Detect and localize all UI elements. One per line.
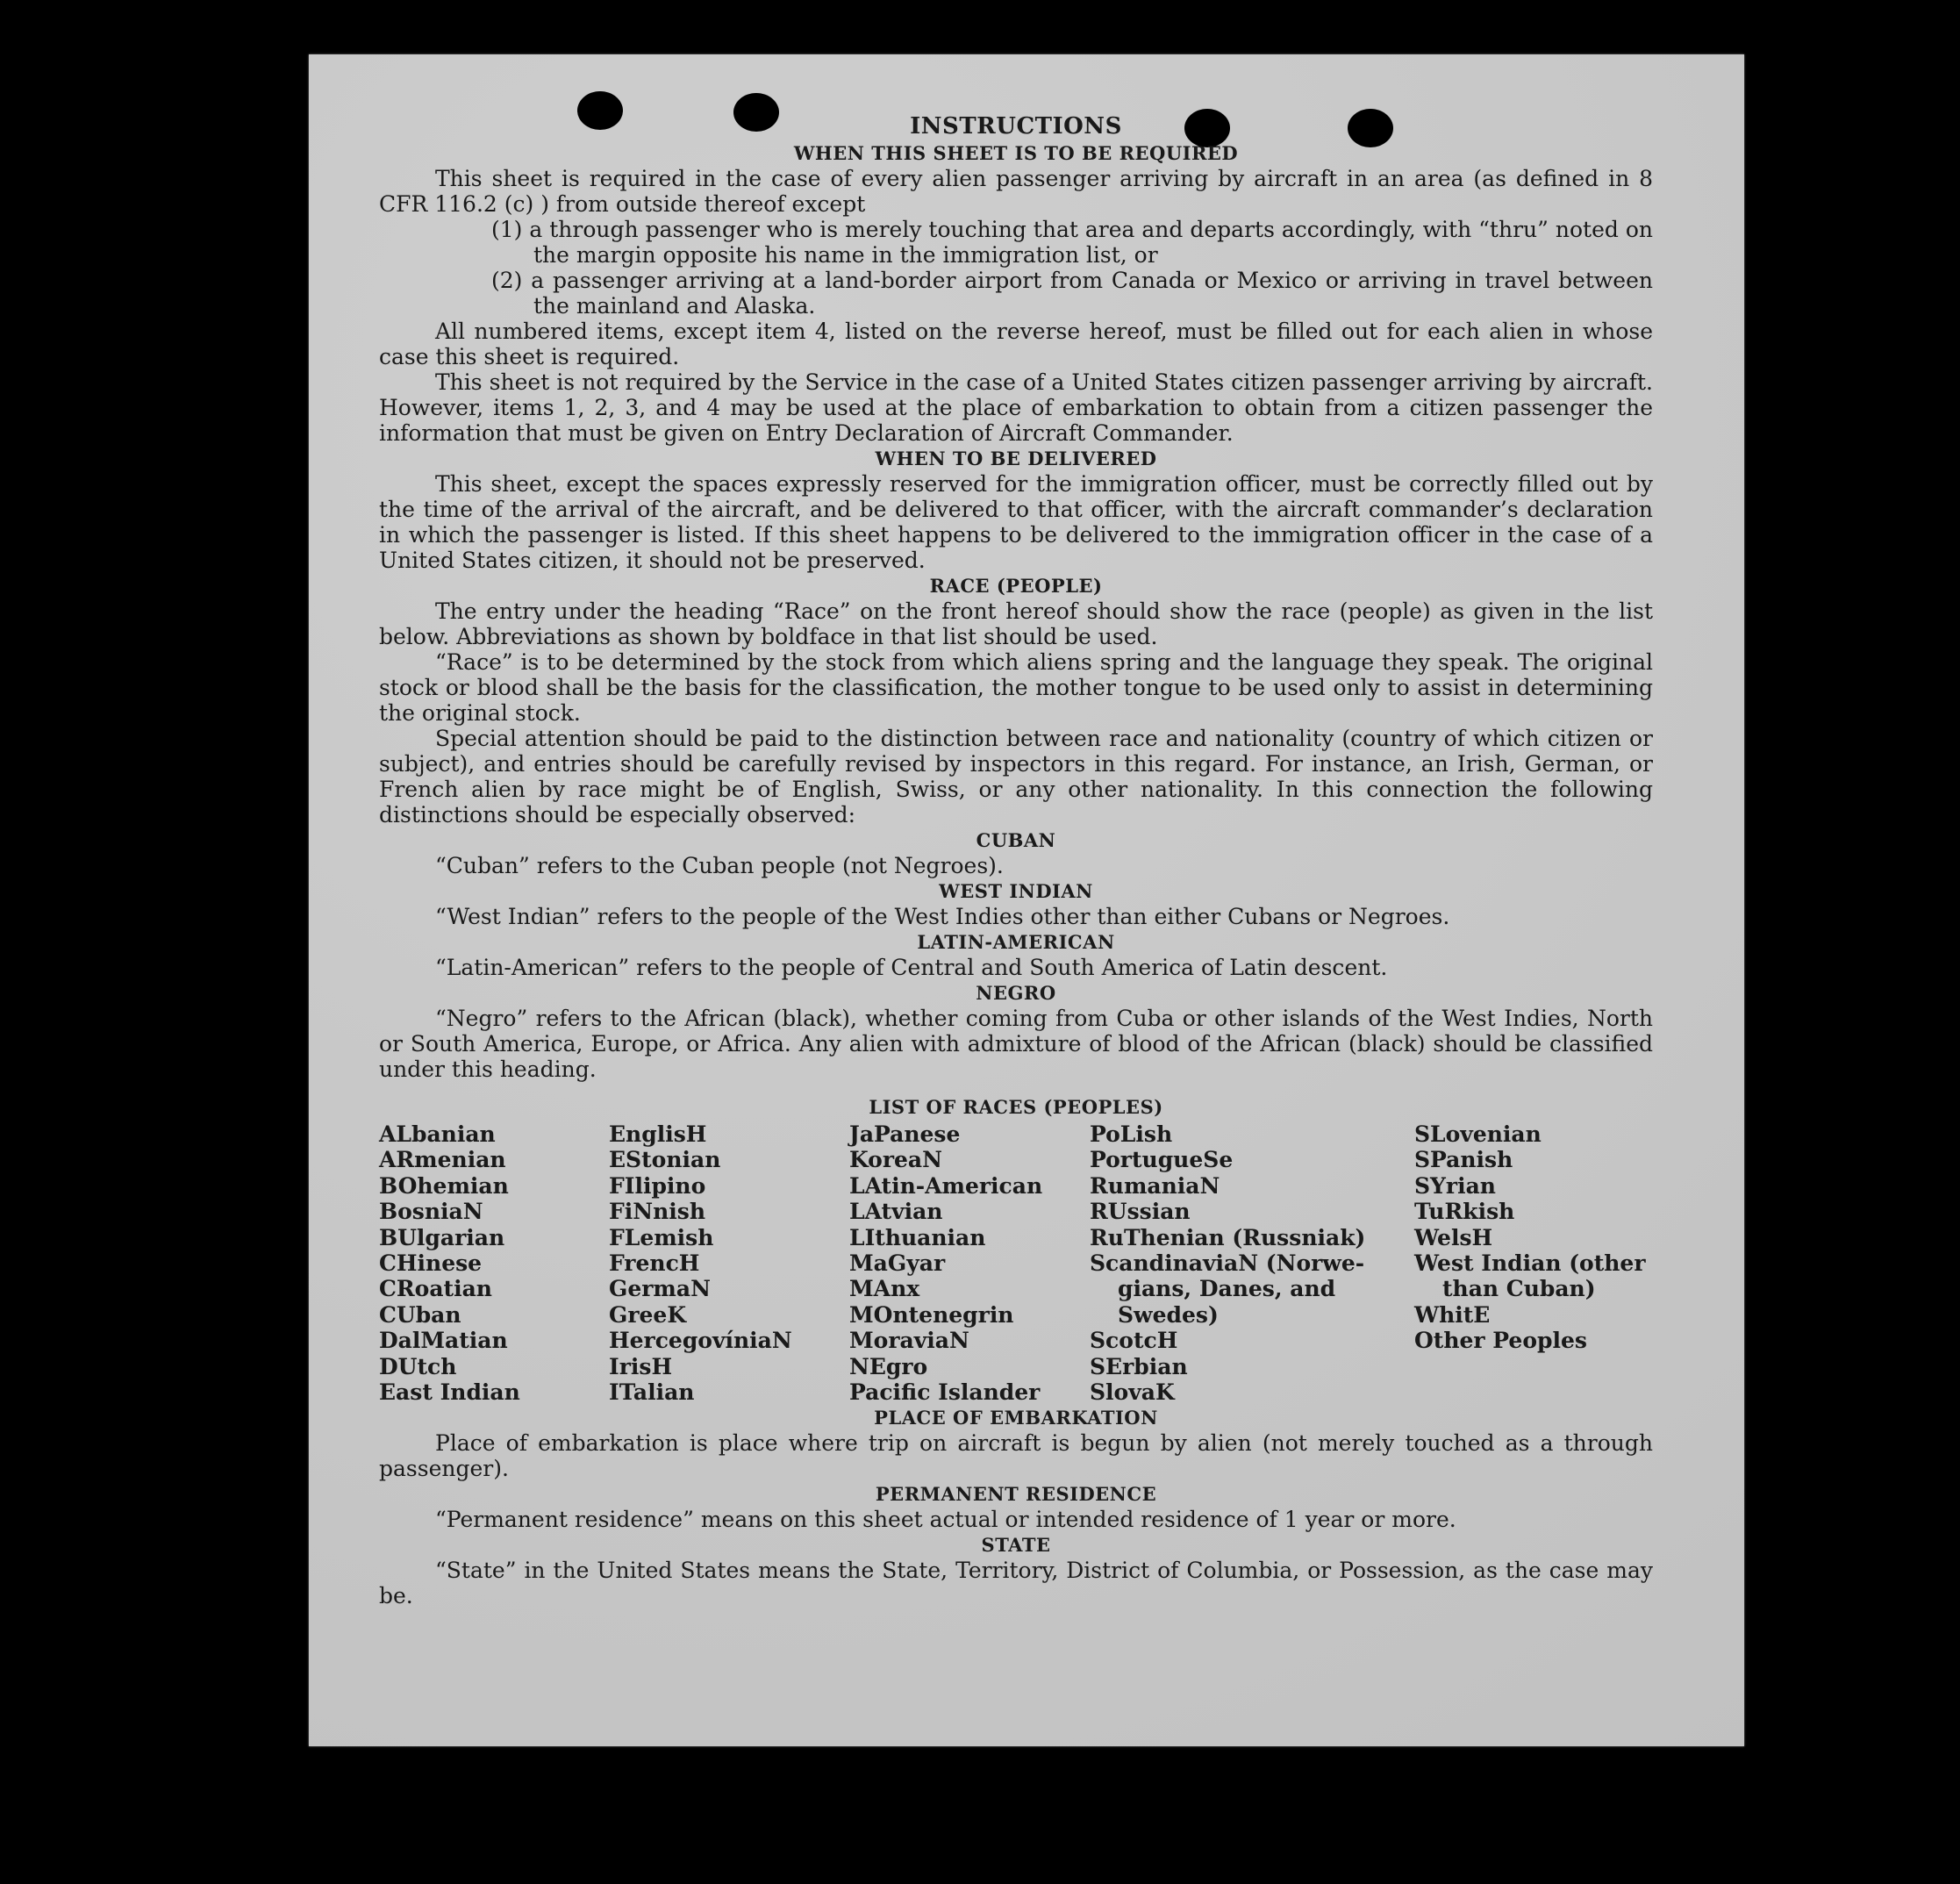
race-entry: NEgro: [849, 1353, 928, 1379]
heading-when-required: WHEN THIS SHEET IS TO BE REQUIRED: [793, 142, 1239, 164]
paragraph: “State” in the United States means the State, Territory, District of Columbia, or Possession, as the case may be.: [379, 1558, 1653, 1609]
race-entry: RumaniaN: [1090, 1172, 1220, 1199]
race-entry: FrencH: [609, 1250, 700, 1277]
race-entry: CUban: [379, 1301, 461, 1328]
heading-cuban: CUBAN: [976, 829, 1056, 851]
race-entry: SPanish: [1414, 1147, 1513, 1173]
races-list: [379, 1121, 1653, 1405]
list-item: (2) a passenger arriving at a land-border airport from Canada or Mexico or arriving in travel between the mainland and Alaska.: [491, 268, 1653, 319]
race-entry: RuThenian (Russniak): [1090, 1224, 1366, 1250]
race-entry: ScotcH: [1090, 1328, 1178, 1354]
document-sheet: [309, 54, 1744, 1746]
race-entry: CHinese: [379, 1250, 483, 1277]
paragraph: This sheet is required in the case of every alien passenger arriving by aircraft in an area (as defined in 8 CFR 116.2 (c) ) from outside thereof except: [379, 166, 1653, 217]
race-entry: SlovaK: [1090, 1379, 1175, 1406]
race-entry: Pacific Islander: [849, 1379, 1041, 1406]
paragraph: “Cuban” refers to the Cuban people (not Negroes).: [435, 853, 1004, 878]
heading-state: STATE: [981, 1534, 1051, 1557]
race-entry: MoraviaN: [849, 1328, 969, 1354]
race-entry: BosniaN: [379, 1199, 483, 1225]
heading-latin-american: LATIN-AMERICAN: [917, 931, 1115, 953]
race-entry: West Indian (other: [1414, 1250, 1646, 1277]
race-entry: than Cuban): [1442, 1276, 1596, 1302]
races-column: [1090, 1121, 1414, 1405]
race-entry: LAtin-American: [849, 1172, 1043, 1199]
race-entry: RUssian: [1090, 1199, 1191, 1225]
race-entry: FiNnish: [609, 1199, 706, 1225]
race-entry: SYrian: [1414, 1172, 1496, 1199]
heading-when-delivered: WHEN TO BE DELIVERED: [875, 448, 1157, 469]
heading-permanent-residence: PERMANENT RESIDENCE: [875, 1483, 1157, 1506]
race-entry: MaGyar: [849, 1250, 946, 1277]
race-entry: SLovenian: [1414, 1121, 1542, 1147]
race-entry: ITalian: [609, 1379, 695, 1406]
race-entry: Other Peoples: [1414, 1328, 1587, 1354]
race-entry: ALbanian: [379, 1121, 496, 1147]
race-entry: WhitE: [1414, 1301, 1491, 1328]
race-entry: DUtch: [379, 1353, 457, 1379]
race-entry: LIthuanian: [849, 1224, 986, 1250]
heading-list-of-races: LIST OF RACES (PEOPLES): [869, 1096, 1163, 1118]
race-entry: SErbian: [1090, 1353, 1188, 1379]
race-entry: PortugueSe: [1090, 1147, 1234, 1173]
paragraph: “Latin-American” refers to the people of Central and South America of Latin descent.: [435, 955, 1388, 980]
paragraph: “West Indian” refers to the people of the West Indies other than either Cubans or Negroes.: [435, 904, 1450, 929]
races-column: [609, 1121, 849, 1405]
paragraph: This sheet, except the spaces expressly reserved for the immigration officer, must be correctly filled out by the time of the arrival of the aircraft, and be delivered to that officer, with the aircraft commander’s declaration in which the passenger is listed. If this sheet happens to be delivered to the immigration officer in the case of a United States citizen, it should not be preserved.: [379, 471, 1653, 573]
race-entry: FIlipino: [609, 1172, 706, 1199]
document-content: [379, 112, 1653, 1608]
paragraph: All numbered items, except item 4, listed on the reverse hereof, must be filled out for each alien in whose case this sheet is required.: [379, 319, 1653, 369]
paragraph: This sheet is not required by the Service in the case of a United States citizen passenger arriving by aircraft. However, items 1, 2, 3, and 4 may be used at the place of embarkation to obtain from a citizen passenger the information that must be given on Entry Declaration of Aircraft Commander.: [379, 369, 1653, 446]
heading-embarkation: PLACE OF EMBARKATION: [874, 1407, 1158, 1429]
race-entry: MAnx: [849, 1276, 920, 1302]
heading-west-indian: WEST INDIAN: [939, 880, 1093, 902]
race-entry: WelsH: [1414, 1224, 1493, 1250]
paragraph: “Negro” refers to the African (black), whether coming from Cuba or other islands of the West Indies, North or South America, Europe, or Africa. Any alien with admixture of blood of the African (black) should be classified under this heading.: [379, 1006, 1653, 1082]
heading-negro: NEGRO: [976, 982, 1056, 1004]
race-entry: KoreaN: [849, 1147, 942, 1173]
race-entry: gians, Danes, and: [1118, 1276, 1336, 1302]
race-entry: PoLish: [1090, 1121, 1173, 1147]
race-entry: BUlgarian: [379, 1224, 505, 1250]
race-entry: LAtvian: [849, 1199, 943, 1225]
race-entry: EnglisH: [609, 1121, 707, 1147]
paragraph: Place of embarkation is place where trip on aircraft is begun by alien (not merely touched as a through passenger).: [379, 1430, 1653, 1482]
paragraph: “Race” is to be determined by the stock from which aliens spring and the language they speak. The original stock or blood shall be the basis for the classification, the mother tongue to be used only to assist in determining the original stock.: [379, 649, 1653, 726]
race-entry: FLemish: [609, 1224, 714, 1250]
document-title: INSTRUCTIONS: [910, 113, 1122, 140]
races-column: [849, 1121, 1090, 1405]
paragraph: The entry under the heading “Race” on the front hereof should show the race (people) as given in the list below. Abbreviations as shown by boldface in that list should be used.: [379, 598, 1653, 649]
list-item: (1) a through passenger who is merely touching that area and departs accordingly, with “thru” noted on the margin opposite his name in the immigration list, or: [491, 217, 1653, 268]
race-entry: IrisH: [609, 1353, 673, 1379]
race-entry: JaPanese: [849, 1121, 961, 1147]
race-entry: TuRkish: [1414, 1199, 1515, 1225]
paragraph: Special attention should be paid to the distinction between race and nationality (country of which citizen or subject), and entries should be carefully revised by inspectors in this regard. For instance, an Irish, German, or French alien by race might be of English, Swiss, or any other nationality. In this connection the following distinctions should be especially observed:: [379, 726, 1653, 827]
paragraph: “Permanent residence” means on this sheet actual or intended residence of 1 year or more.: [435, 1507, 1456, 1533]
race-entry: DalMatian: [379, 1328, 508, 1354]
race-entry: GreeK: [609, 1301, 687, 1328]
races-column: [1414, 1121, 1653, 1405]
race-entry: ARmenian: [379, 1147, 506, 1173]
race-entry: GermaN: [609, 1276, 711, 1302]
race-entry: HercegovíniaN: [609, 1328, 792, 1354]
race-entry: MOntenegrin: [849, 1301, 1014, 1328]
race-entry: CRoatian: [379, 1276, 492, 1302]
race-entry: ScandinaviaN (Norwe-: [1090, 1250, 1365, 1277]
race-entry: East Indian: [379, 1379, 520, 1406]
race-entry: EStonian: [609, 1147, 721, 1173]
heading-race: RACE (PEOPLE): [929, 575, 1103, 597]
race-entry: BOhemian: [379, 1172, 509, 1199]
races-column: [379, 1121, 609, 1405]
race-entry: Swedes): [1118, 1301, 1219, 1328]
